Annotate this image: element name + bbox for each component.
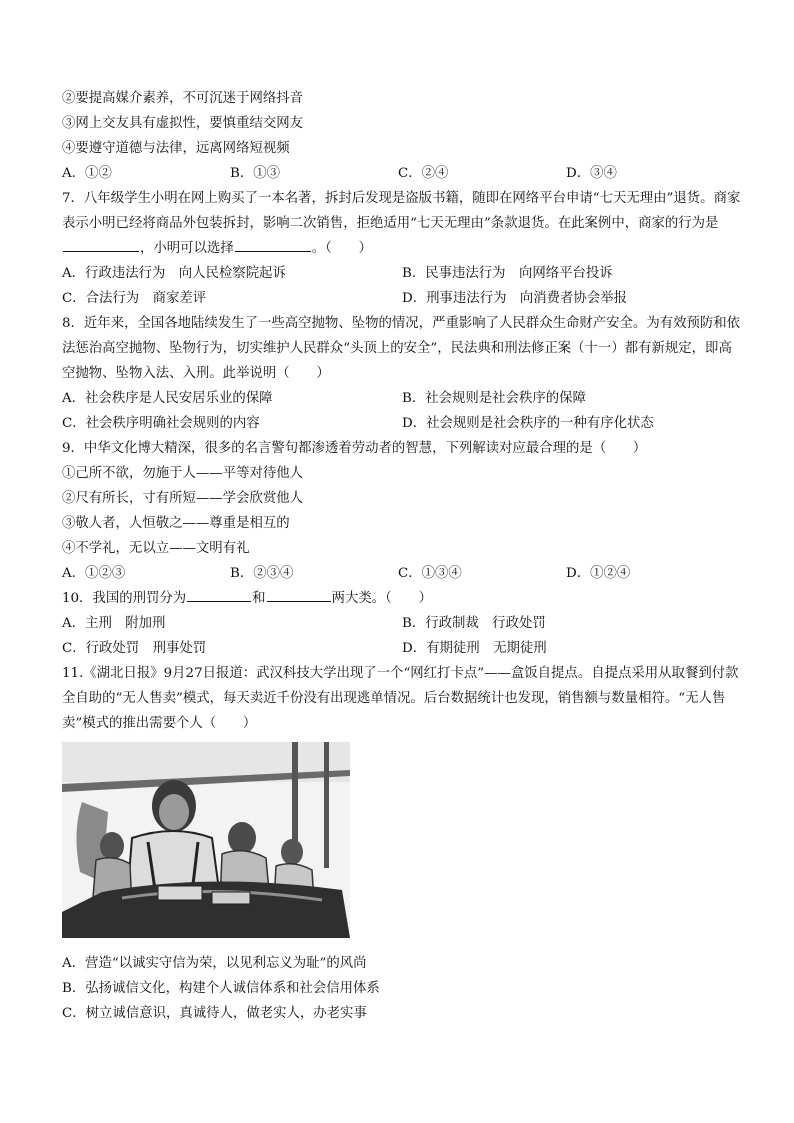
q9-options xyxy=(62,561,742,586)
q7-blank-2 xyxy=(235,237,311,252)
q6-item-3: ③网上交友具有虚拟性，要慎重结交网友 xyxy=(62,116,304,131)
q6-option-d[interactable]: D．③④ xyxy=(566,166,617,181)
q8-option-a[interactable]: A．社会秩序是人民安居乐业的保障 xyxy=(62,391,273,406)
q10-option-a[interactable]: A．主刑 附加刑 xyxy=(62,616,166,631)
q8-option-b[interactable]: B．社会规则是社会秩序的保障 xyxy=(402,391,586,406)
q10-blank-2 xyxy=(267,587,331,602)
q6-item-4: ④要遵守道德与法律，远离网络短视频 xyxy=(62,141,290,156)
q9-item-4: ④不学礼，无以立——文明有礼 xyxy=(62,541,250,556)
q10-stem-b: 和 xyxy=(252,591,266,606)
q8-options-row1 xyxy=(62,386,742,411)
q10-option-d[interactable]: D．有期徒刑 无期徒刑 xyxy=(402,641,547,656)
q10-stem-c: 两大类。（ ） xyxy=(331,591,432,606)
q9-item-2: ②尺有所长，寸有所短——学会欣赏他人 xyxy=(62,491,304,506)
q8-option-d[interactable]: D．社会规则是社会秩序的一种有序化状态 xyxy=(402,416,654,431)
q10-options-row2 xyxy=(62,636,742,661)
exam-page xyxy=(62,86,742,1026)
q10-stem xyxy=(62,586,742,611)
q9-option-a[interactable]: A．①②③ xyxy=(62,566,126,581)
q7-stem-b: ，小明可以选择 xyxy=(140,241,234,256)
q11-option-b[interactable]: B．弘扬诚信文化，构建个人诚信体系和社会信用体系 xyxy=(62,981,380,996)
q11-stem: 11.《湖北日报》9月27日报道：武汉科技大学出现了一个“网红打卡点”——盒饭自提点。自提点采用从取餐到付款全自助的“无人售卖”模式，每天卖近千份没有出现逃单情况。后台数据统计也发现，销售额与数量相符。“无人售卖”模式的推出需要个人（ ） xyxy=(62,666,739,731)
q11-option-a[interactable]: A．营造“以诚实守信为荣，以见利忘义为耻”的风尚 xyxy=(62,956,367,971)
q6-options xyxy=(62,161,742,186)
q8-options-row2 xyxy=(62,411,742,436)
q9-stem: 9．中华文化博大精深，很多的名言警句都渗透着劳动者的智慧，下列解读对应最合理的是（ ） xyxy=(62,441,647,456)
q7-options-row1 xyxy=(62,261,742,286)
q7-option-b[interactable]: B．民事违法行为 向网络平台投诉 xyxy=(402,266,613,281)
q6-option-a[interactable]: A．①② xyxy=(62,166,112,181)
q9-option-b[interactable]: B．②③④ xyxy=(230,566,294,581)
q7-option-c[interactable]: C．合法行为 商家差评 xyxy=(62,291,207,306)
q8-option-c[interactable]: C．社会秩序明确社会规则的内容 xyxy=(62,416,260,431)
q8-stem: 8．近年来，全国各地陆续发生了一些高空抛物、坠物的情况，严重影响了人民群众生命财产安全。为有效预防和依法惩治高空抛物、坠物行为，切实维护人民群众“头顶上的安全”，民法典和刑法修正案（十一）都有新规定，即高空抛物、坠物入法、入刑。此举说明（ ） xyxy=(62,316,741,381)
q7-blank-1 xyxy=(63,237,139,252)
q10-blank-1 xyxy=(187,587,251,602)
q10-option-c[interactable]: C．行政处罚 刑事处罚 xyxy=(62,641,207,656)
q9-option-c[interactable]: C．①③④ xyxy=(398,566,462,581)
q6-option-c[interactable]: C．②④ xyxy=(398,166,449,181)
q9-item-1: ①己所不欲，勿施于人——平等对待他人 xyxy=(62,466,304,481)
q7-stem xyxy=(62,186,742,261)
q10-option-b[interactable]: B．行政制裁 行政处罚 xyxy=(402,616,546,631)
q7-options-row2 xyxy=(62,286,742,311)
q6-item-2: ②要提高媒介素养，不可沉迷于网络抖音 xyxy=(62,91,304,106)
q9-option-d[interactable]: D．①②④ xyxy=(566,566,631,581)
q9-item-3: ③敬人者，人恒敬之——尊重是相互的 xyxy=(62,516,290,531)
q7-stem-c: 。（ ） xyxy=(311,241,372,256)
q11-photo xyxy=(62,742,350,938)
q10-options-row1 xyxy=(62,611,742,636)
q7-option-a[interactable]: A．行政违法行为 向人民检察院起诉 xyxy=(62,266,286,281)
q6-option-b[interactable]: B．①③ xyxy=(230,166,281,181)
q7-option-d[interactable]: D．刑事违法行为 向消费者协会举报 xyxy=(402,291,627,306)
q10-stem-a: 10．我国的刑罚分为 xyxy=(62,591,187,606)
q7-stem-a: 7．八年级学生小明在网上购买了一本名著，拆封后发现是盗版书籍，随即在网络平台申请“七天无理由”退货。商家表示小明已经将商品外包装拆封，影响二次销售，拒绝适用“七天无理由”条款退货。在此案例中，商家的行为是 xyxy=(62,191,741,231)
q11-option-c[interactable]: C．树立诚信意识，真诚待人，做老实人，办老实事 xyxy=(62,1006,367,1021)
